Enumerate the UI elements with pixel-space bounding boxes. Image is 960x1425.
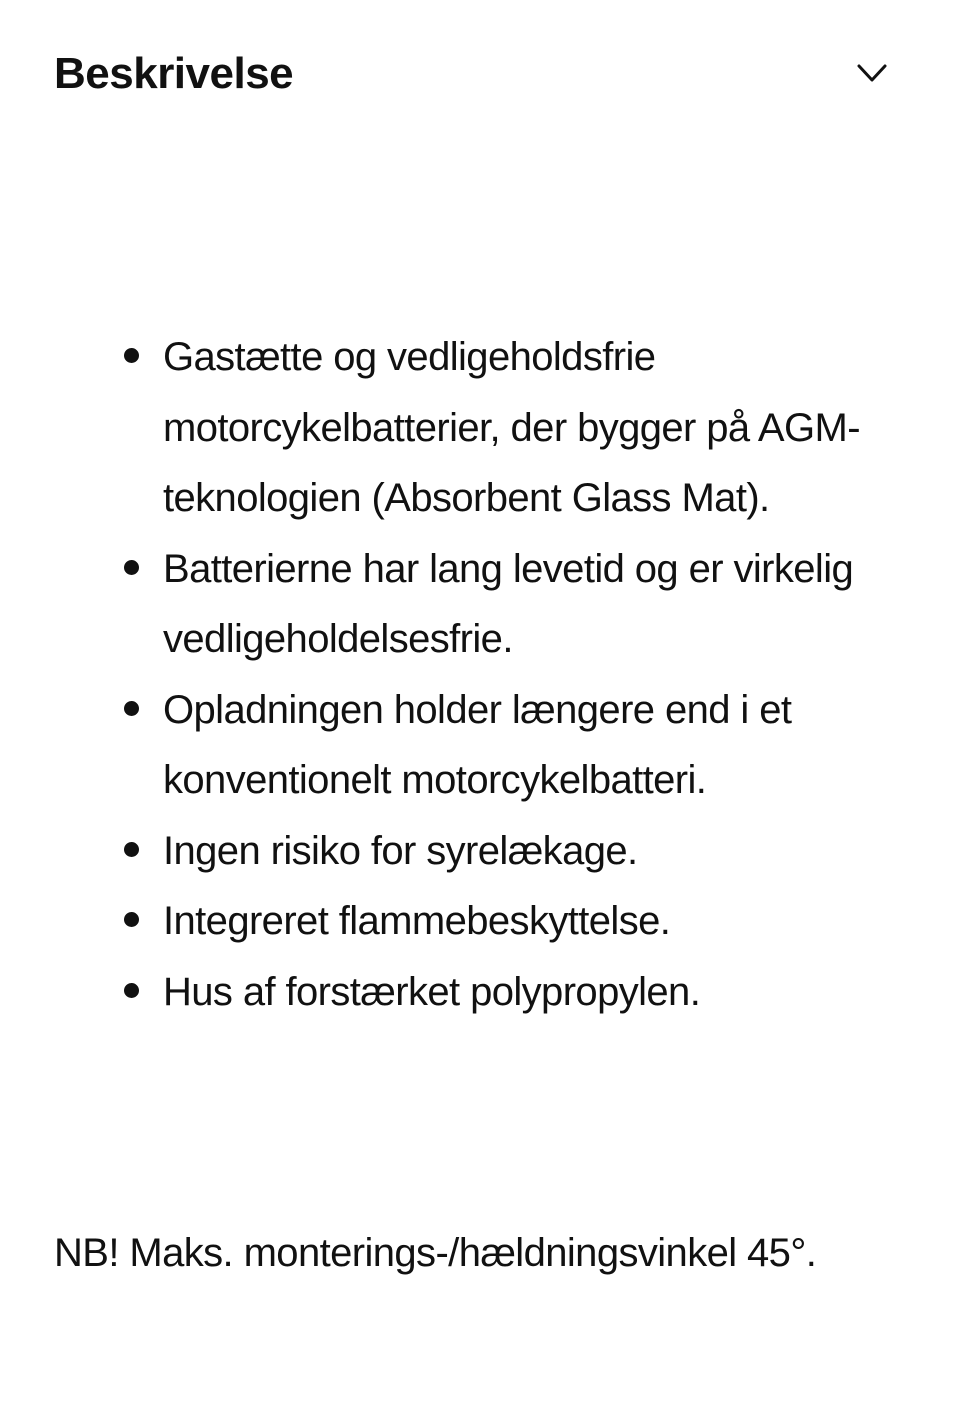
feature-item [163,816,903,887]
feature-item [163,886,903,957]
bullet-icon [124,560,139,575]
accordion-content [0,322,960,1027]
bullet-icon [124,842,139,857]
feature-text: Batterierne har lang levetid og er virkelig vedligeholdelsesfrie. [163,546,854,661]
feature-text: Ingen risiko for syrelækage. [163,828,638,873]
feature-text: Hus af forstærket polypropylen. [163,969,701,1014]
chevron-down-icon[interactable] [852,56,892,92]
bullet-icon [124,912,139,927]
bullet-icon [124,701,139,716]
feature-item [163,534,903,675]
feature-text: Opladningen holder længere end i et konventionelt motorcykelbatteri. [163,687,792,802]
feature-item [163,675,903,816]
feature-item [163,957,903,1028]
bullet-icon [124,348,139,363]
bullet-icon [124,983,139,998]
feature-list [0,322,903,1027]
feature-text: Gastætte og vedligeholdsfrie motorcykelbatterier, der bygger på AGM-teknologien (Absorbent Glass Mat). [163,335,860,520]
accordion-header-beskrivelse[interactable] [0,0,960,150]
accordion-title: Beskrivelse [54,49,294,98]
feature-text: Integreret flammebeskyttelse. [163,899,671,943]
mounting-angle-note: NB! Maks. monterings-/hældningsvinkel 45°. [54,1231,817,1275]
feature-item [163,322,903,534]
